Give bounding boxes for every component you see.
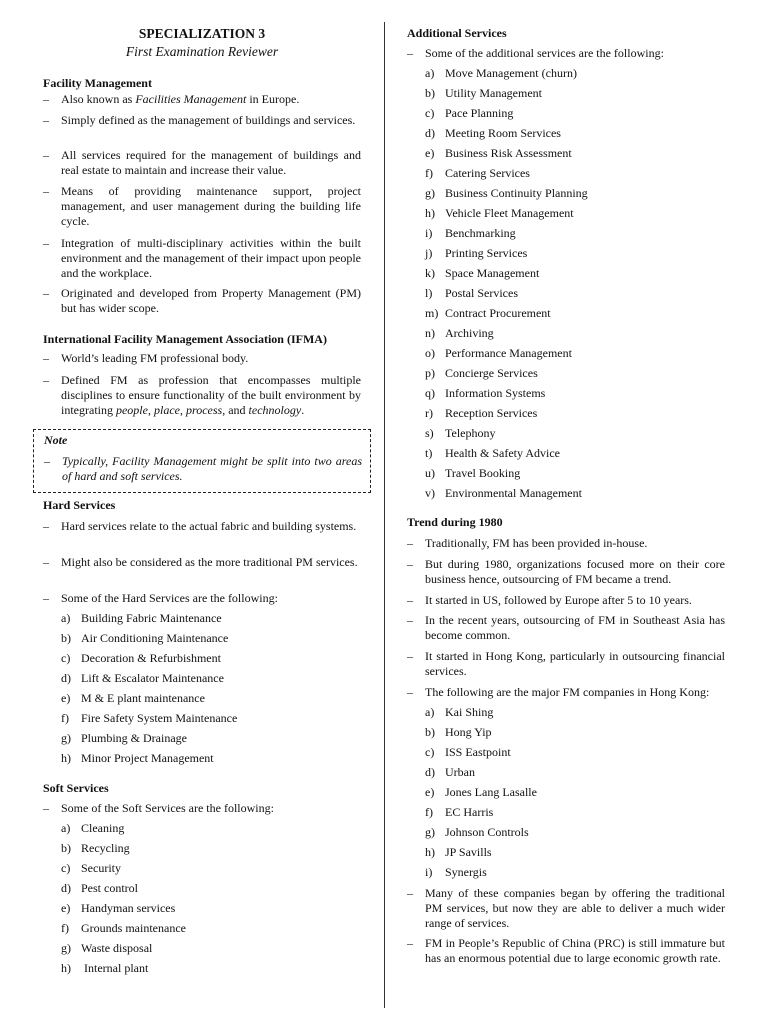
- list-item: [425, 66, 577, 81]
- list-item-text: Space Management: [445, 266, 540, 280]
- facility-bullet-4: [43, 184, 361, 229]
- note-body: [44, 454, 362, 484]
- bullet-dash: –: [43, 555, 49, 569]
- list-item: [425, 785, 537, 800]
- list-marker: g): [61, 731, 71, 745]
- facility-management-heading: Facility Management: [43, 76, 152, 90]
- list-marker: d): [425, 765, 435, 779]
- list-item-text: Cleaning: [81, 821, 125, 835]
- bullet-dash: –: [407, 557, 413, 571]
- list-item-text: Archiving: [445, 326, 494, 340]
- list-marker: b): [61, 841, 71, 855]
- list-item-text: Health & Safety Advice: [445, 446, 560, 460]
- list-item-text: Recycling: [81, 841, 130, 855]
- list-item: [61, 961, 148, 976]
- trend-b6-text: The following are the major FM companies in Hong Kong:: [425, 685, 710, 699]
- trend-bullet-2: [407, 557, 725, 587]
- hard-bullet-2: [43, 555, 361, 570]
- list-item: [425, 486, 582, 501]
- list-item: [425, 865, 487, 880]
- bullet-dash: –: [43, 184, 49, 198]
- list-marker: a): [425, 66, 435, 80]
- ifma-bullet-2: [43, 373, 361, 418]
- list-marker: f): [425, 166, 433, 180]
- list-item-text: JP Savills: [445, 845, 492, 859]
- hard-services-heading: Hard Services: [43, 498, 116, 512]
- list-item: [61, 941, 152, 956]
- list-item: [61, 821, 124, 836]
- list-marker: h): [425, 206, 435, 220]
- facility-bullet-1: [43, 92, 361, 107]
- list-marker: d): [61, 671, 71, 685]
- list-item: [425, 146, 572, 161]
- list-item-text: Utility Management: [445, 86, 542, 100]
- soft-bullet-1: [43, 801, 361, 816]
- list-marker: d): [425, 126, 435, 140]
- bullet-dash: –: [43, 591, 49, 605]
- list-item: [425, 406, 537, 421]
- list-marker: e): [61, 691, 71, 705]
- facility-b1-end: in Europe.: [246, 92, 300, 106]
- list-item: [61, 921, 186, 936]
- trend-bullet-5: [407, 649, 725, 679]
- bullet-dash: –: [407, 649, 413, 663]
- list-item: [425, 206, 574, 221]
- list-item-text: Urban: [445, 765, 475, 779]
- list-item-text: Decoration & Refurbishment: [81, 651, 221, 665]
- list-marker: q): [425, 386, 435, 400]
- trend-b2-text: But during 1980, organizations focused more on their core business hence, outsourcing of FM became a trend.: [425, 557, 725, 586]
- trend-b1-text: Traditionally, FM has been provided in-house.: [425, 536, 648, 550]
- note-box: [33, 429, 371, 493]
- list-item-text: Printing Services: [445, 246, 528, 260]
- list-marker: i): [425, 226, 433, 240]
- list-item-text: Travel Booking: [445, 466, 521, 480]
- list-item-text: Environmental Management: [445, 486, 582, 500]
- list-marker: t): [425, 446, 433, 460]
- trend-bullet-3: [407, 593, 725, 608]
- list-item-text: Fire Safety System Maintenance: [81, 711, 238, 725]
- list-item-text: Johnson Controls: [445, 825, 529, 839]
- list-marker: f): [61, 921, 69, 935]
- list-marker: h): [61, 751, 71, 765]
- list-item: [425, 286, 518, 301]
- bullet-dash: –: [407, 613, 413, 627]
- trend-heading: Trend during 1980: [407, 515, 503, 529]
- list-item-text: Hong Yip: [445, 725, 492, 739]
- list-item: [425, 805, 493, 820]
- list-item-text: Benchmarking: [445, 226, 516, 240]
- list-marker: c): [61, 861, 71, 875]
- note-title: Note: [44, 433, 68, 447]
- ifma-sep: , and: [222, 403, 249, 417]
- list-marker: b): [61, 631, 71, 645]
- list-item: [61, 751, 214, 766]
- facility-b4-text: Means of providing maintenance support, project management, and user management during the building life cycle.: [61, 184, 361, 228]
- list-item: [425, 745, 511, 760]
- ifma-term-technology: technology: [248, 403, 302, 417]
- list-item: [425, 246, 527, 261]
- soft-services-heading: Soft Services: [43, 781, 109, 795]
- bullet-dash: –: [43, 92, 49, 106]
- note-text: Typically, Facility Management might be split into two areas of hard and soft services.: [62, 454, 362, 483]
- list-item-text: Minor Project Management: [81, 751, 214, 765]
- list-item: [61, 671, 224, 686]
- list-item: [425, 266, 539, 281]
- list-marker: o): [425, 346, 435, 360]
- list-item-text: Information Systems: [445, 386, 546, 400]
- list-item: [425, 106, 513, 121]
- bullet-dash: –: [43, 519, 49, 533]
- list-marker: e): [425, 785, 435, 799]
- list-item: [61, 881, 138, 896]
- list-item-text: Grounds maintenance: [81, 921, 186, 935]
- ifma-term-process: process: [185, 403, 223, 417]
- list-item-text: Building Fabric Maintenance: [81, 611, 222, 625]
- list-item-text: M & E plant maintenance: [81, 691, 205, 705]
- bullet-dash: –: [43, 801, 49, 815]
- list-item-text: Contract Procurement: [445, 306, 551, 320]
- ifma-end: .: [301, 403, 305, 417]
- list-item-text: Pest control: [81, 881, 138, 895]
- list-marker: l): [425, 286, 433, 300]
- list-item: [425, 326, 494, 341]
- list-item: [425, 166, 530, 181]
- list-marker: u): [425, 466, 435, 480]
- hard-b1-text: Hard services relate to the actual fabric and building systems.: [61, 519, 357, 533]
- trend-bullet-8: [407, 936, 725, 966]
- ifma-term-place: place: [153, 403, 180, 417]
- trend-bullet-1: [407, 536, 725, 551]
- additional-bullet-1: [407, 46, 725, 61]
- list-item-text: Internal plant: [81, 961, 149, 975]
- list-item-text: EC Harris: [445, 805, 494, 819]
- facility-b1-italic: Facilities Management: [135, 92, 247, 106]
- list-item: [61, 841, 130, 856]
- bullet-dash: –: [407, 536, 413, 550]
- ifma-b1-text: World’s leading FM professional body.: [61, 351, 249, 365]
- list-marker: r): [425, 406, 433, 420]
- bullet-dash: –: [43, 286, 49, 300]
- list-marker: b): [425, 86, 435, 100]
- list-item: [425, 186, 588, 201]
- additional-services-heading: Additional Services: [407, 26, 507, 40]
- list-item-text: Performance Management: [445, 346, 572, 360]
- list-item-text: Business Risk Assessment: [445, 146, 572, 160]
- facility-bullet-5: [43, 236, 361, 281]
- list-item-text: Handyman services: [81, 901, 176, 915]
- list-marker: e): [425, 146, 435, 160]
- list-marker: c): [425, 106, 435, 120]
- ifma-heading: International Facility Management Association (IFMA): [43, 332, 327, 346]
- list-item: [61, 861, 121, 876]
- list-item: [425, 446, 560, 461]
- list-item: [61, 901, 175, 916]
- list-item-text: Synergis: [445, 865, 487, 879]
- bullet-dash: –: [43, 373, 49, 387]
- list-marker: e): [61, 901, 71, 915]
- list-item-text: Business Continuity Planning: [445, 186, 588, 200]
- list-item: [425, 466, 520, 481]
- list-item-text: Pace Planning: [445, 106, 514, 120]
- list-item: [425, 346, 572, 361]
- soft-b1-text: Some of the Soft Services are the following:: [61, 801, 274, 815]
- facility-bullet-3: [43, 148, 361, 178]
- list-item: [61, 631, 228, 646]
- list-item: [425, 126, 561, 141]
- list-marker: a): [425, 705, 435, 719]
- facility-bullet-2: [43, 113, 361, 128]
- facility-b6-text: Originated and developed from Property Management (PM) but has wider scope.: [61, 286, 361, 315]
- list-marker: j): [425, 246, 433, 260]
- list-item: [425, 386, 545, 401]
- list-item-text: Plumbing & Drainage: [81, 731, 187, 745]
- bullet-dash: –: [43, 113, 49, 127]
- ifma-bullet-1: [43, 351, 361, 366]
- list-item: [425, 845, 492, 860]
- list-item: [61, 651, 221, 666]
- list-item: [425, 765, 475, 780]
- bullet-dash: –: [407, 936, 413, 950]
- list-item: [425, 426, 495, 441]
- list-item-text: Move Management (churn): [445, 66, 577, 80]
- list-marker: k): [425, 266, 435, 280]
- list-item: [61, 691, 205, 706]
- hard-bullet-1: [43, 519, 361, 534]
- bullet-dash: –: [407, 685, 413, 699]
- list-item-text: Jones Lang Lasalle: [445, 785, 537, 799]
- list-marker: s): [425, 426, 434, 440]
- ifma-sep: ,: [147, 403, 154, 417]
- list-item-text: Postal Services: [445, 286, 518, 300]
- document-subtitle: First Examination Reviewer: [125, 44, 279, 59]
- list-item-text: Reception Services: [445, 406, 538, 420]
- list-item: [61, 731, 187, 746]
- list-item: [425, 226, 516, 241]
- list-item: [425, 86, 542, 101]
- trend-b5-text: It started in Hong Kong, particularly in outsourcing financial services.: [425, 649, 725, 678]
- list-marker: c): [61, 651, 71, 665]
- ifma-sep: ,: [179, 403, 186, 417]
- list-marker: a): [61, 611, 71, 625]
- bullet-dash: –: [407, 886, 413, 900]
- list-marker: a): [61, 821, 71, 835]
- list-item-text: ISS Eastpoint: [445, 745, 511, 759]
- hard-b2-text: Might also be considered as the more traditional PM services.: [61, 555, 358, 569]
- hard-b3-text: Some of the Hard Services are the following:: [61, 591, 278, 605]
- trend-b7-text: Many of these companies began by offering the traditional PM services, but now they are able to deliver a much wider range of services.: [425, 886, 725, 930]
- list-item-text: Meeting Room Services: [445, 126, 561, 140]
- trend-bullet-4: [407, 613, 725, 643]
- list-item: [425, 306, 551, 321]
- list-marker: p): [425, 366, 435, 380]
- list-item-text: Waste disposal: [81, 941, 153, 955]
- list-marker: b): [425, 725, 435, 739]
- list-item-text: Kai Shing: [445, 705, 494, 719]
- ifma-b2-text: Defined FM as profession that encompasses multiple disciplines to ensure functionality of the built environment by integrating: [61, 373, 361, 417]
- list-marker: g): [425, 186, 435, 200]
- list-marker: i): [425, 865, 433, 879]
- list-item: [425, 825, 529, 840]
- list-marker: v): [425, 486, 435, 500]
- list-item: [61, 611, 222, 626]
- trend-bullet-7: [407, 886, 725, 931]
- list-marker: n): [425, 326, 435, 340]
- note-dash: –: [44, 454, 50, 468]
- list-marker: h): [425, 845, 435, 859]
- trend-b8-text: FM in People’s Republic of China (PRC) is still immature but has an enormous potential due to large economic growth rate.: [425, 936, 725, 965]
- list-marker: g): [61, 941, 71, 955]
- ifma-term-people: people: [115, 403, 148, 417]
- bullet-dash: –: [407, 46, 413, 60]
- list-marker: g): [425, 825, 435, 839]
- list-item: [61, 711, 237, 726]
- list-item-text: Lift & Escalator Maintenance: [81, 671, 224, 685]
- column-divider: [384, 22, 385, 1008]
- list-marker: d): [61, 881, 71, 895]
- facility-b3-text: All services required for the management of buildings and real estate to maintain and increase their value.: [61, 148, 361, 177]
- list-item: [425, 725, 492, 740]
- bullet-dash: –: [43, 148, 49, 162]
- trend-bullet-6: [407, 685, 725, 700]
- bullet-dash: –: [43, 351, 49, 365]
- trend-b4-text: In the recent years, outsourcing of FM in Southeast Asia has become common.: [425, 613, 725, 642]
- bullet-dash: –: [43, 236, 49, 250]
- list-item: [425, 705, 493, 720]
- list-item-text: Concierge Services: [445, 366, 538, 380]
- document-title: SPECIALIZATION 3: [138, 26, 266, 41]
- hard-bullet-3: [43, 591, 361, 606]
- bullet-dash: –: [407, 593, 413, 607]
- facility-bullet-6: [43, 286, 361, 316]
- list-item: [425, 366, 538, 381]
- trend-b3-text: It started in US, followed by Europe after 5 to 10 years.: [425, 593, 692, 607]
- facility-b2-text: Simply defined as the management of buildings and services.: [61, 113, 356, 127]
- list-marker: m): [425, 306, 439, 320]
- list-item-text: Telephony: [445, 426, 496, 440]
- list-item-text: Security: [81, 861, 121, 875]
- facility-b1-text: Also known as: [61, 92, 136, 106]
- list-marker: f): [425, 805, 433, 819]
- list-marker: h): [61, 961, 71, 975]
- list-marker: f): [61, 711, 69, 725]
- list-item-text: Catering Services: [445, 166, 530, 180]
- list-item-text: Air Conditioning Maintenance: [81, 631, 229, 645]
- list-item-text: Vehicle Fleet Management: [445, 206, 574, 220]
- list-marker: c): [425, 745, 435, 759]
- additional-b1-text: Some of the additional services are the following:: [425, 46, 664, 60]
- facility-b5-text: Integration of multi-disciplinary activities within the built environment and the management of their impact upon people and the workplace.: [61, 236, 361, 280]
